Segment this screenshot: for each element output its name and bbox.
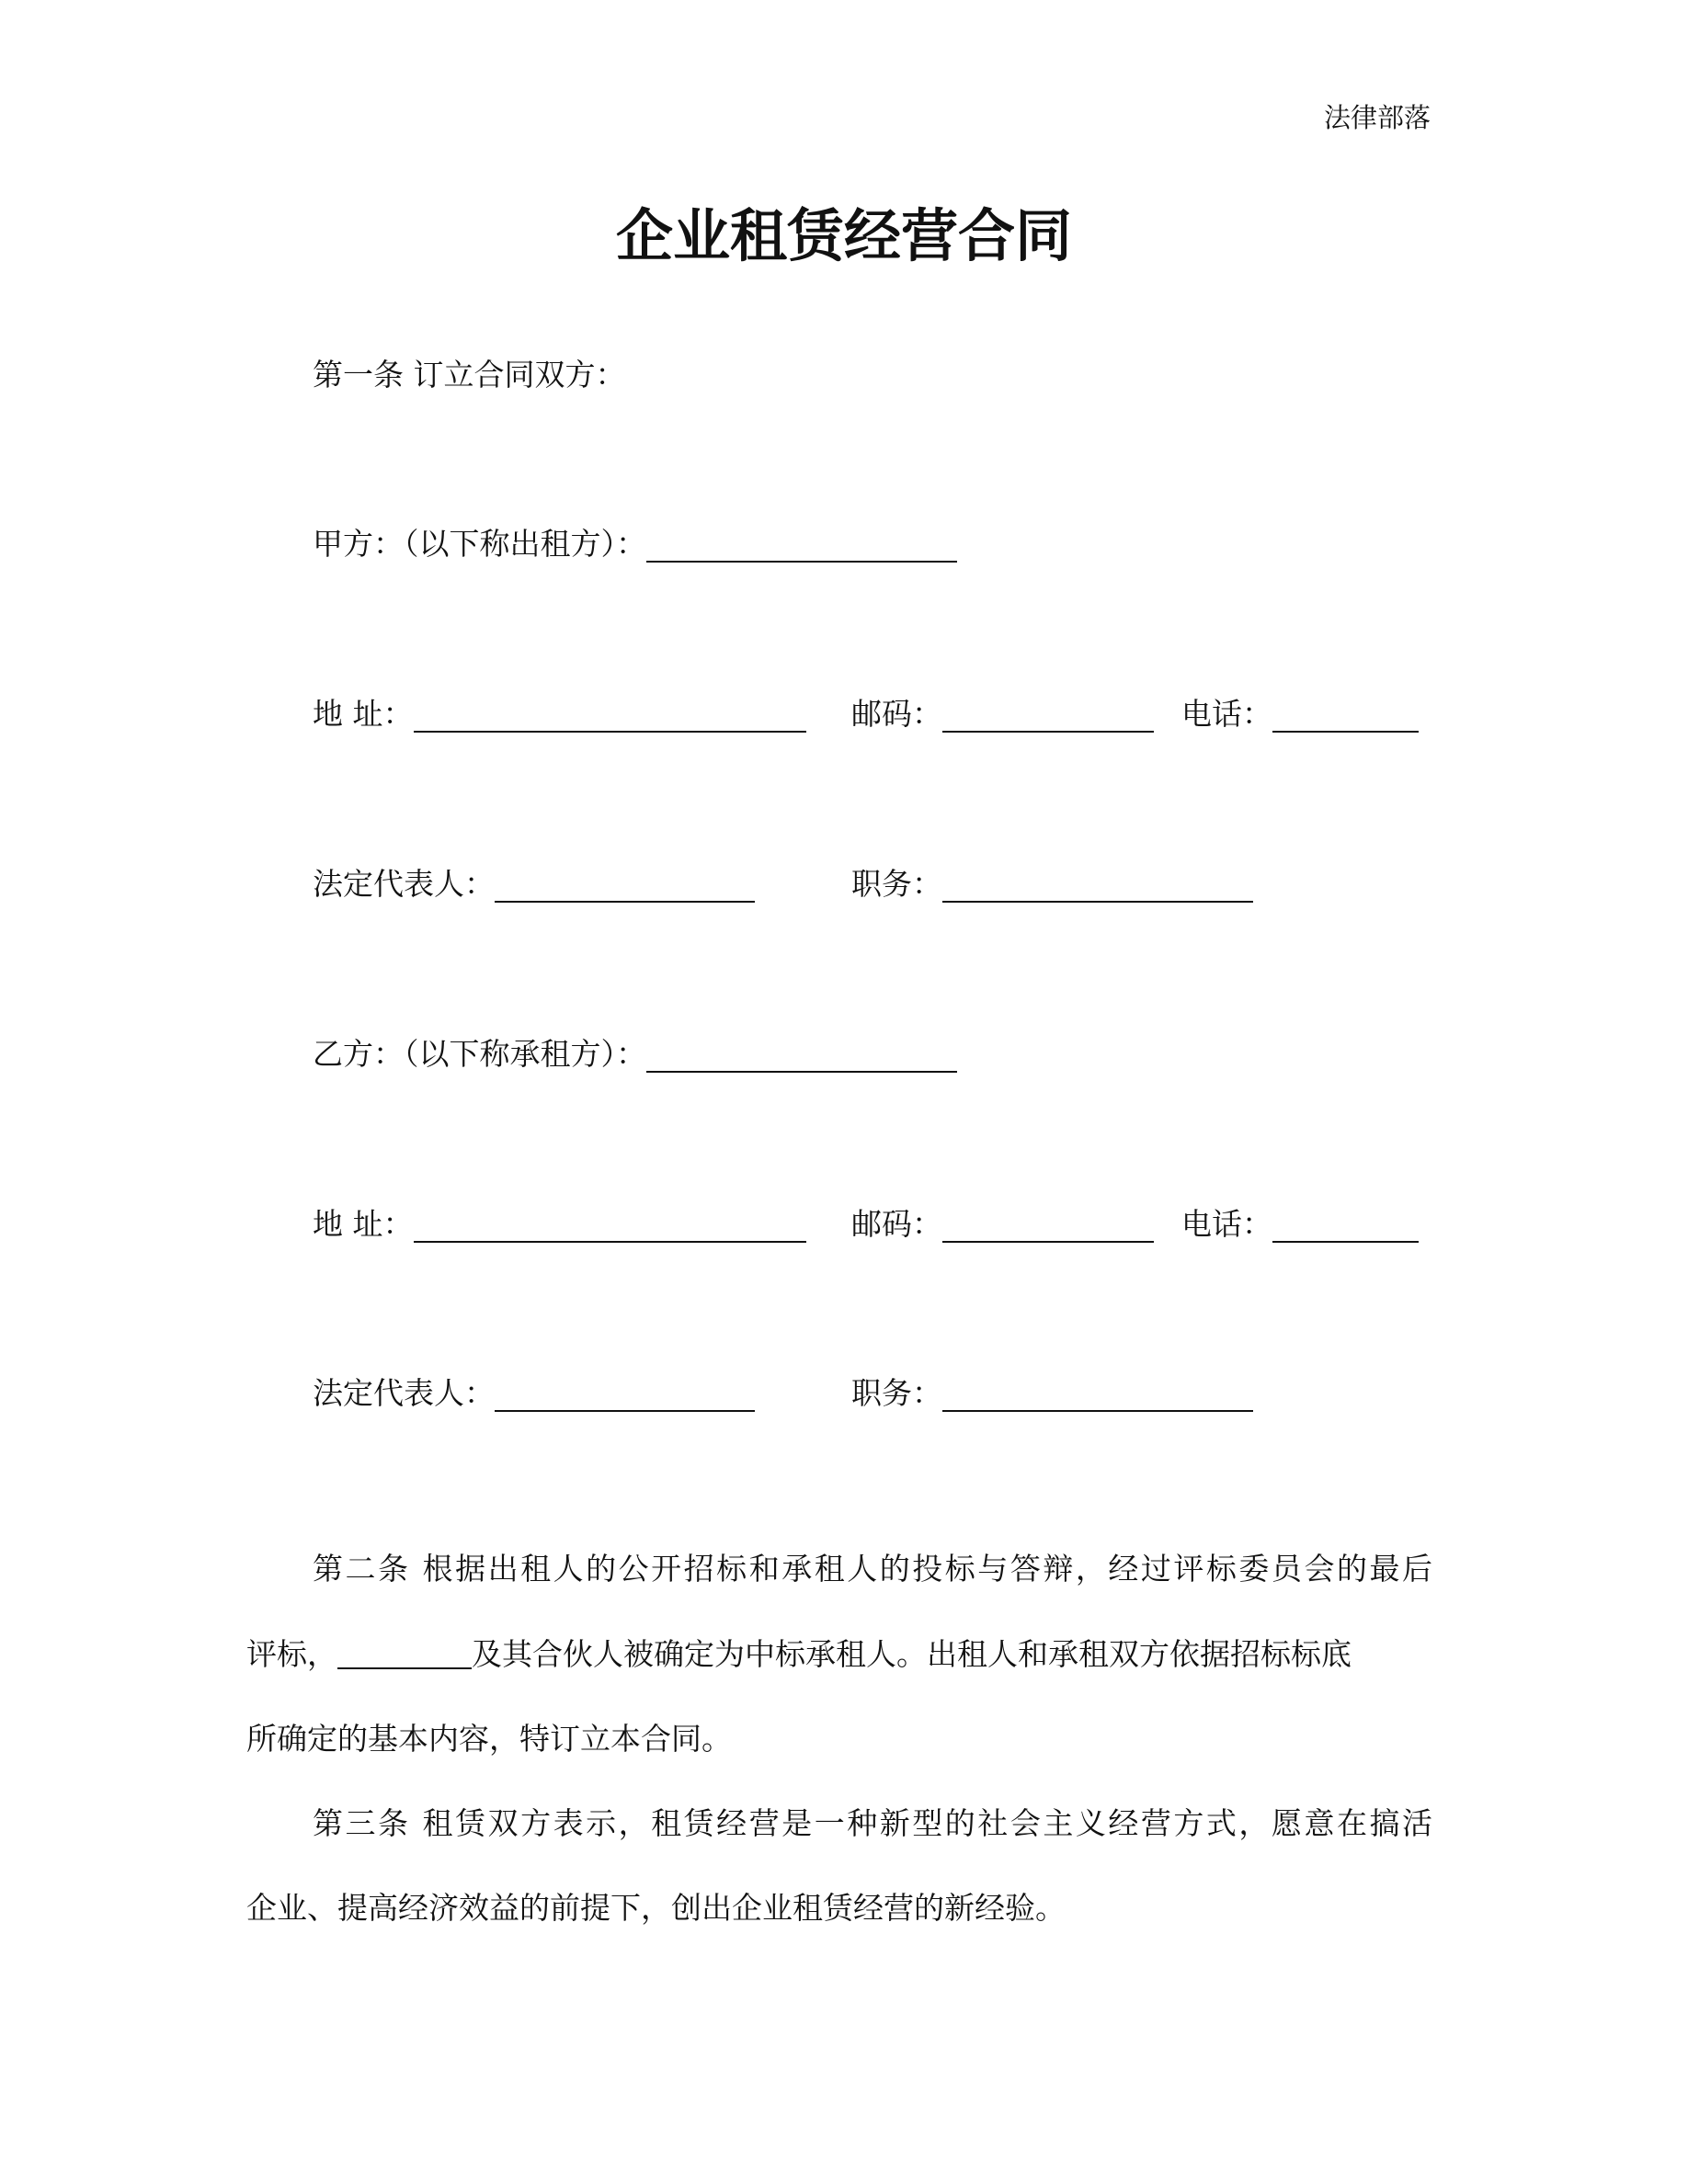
party-b-address-blank[interactable] (414, 1204, 806, 1243)
party-b-legal-rep-label: 法定代表人： (313, 1375, 495, 1411)
article-2-line-2-start: 评标， (246, 1636, 337, 1672)
party-a-postcode-field (851, 694, 1154, 734)
party-b-position-label: 职务： (851, 1375, 942, 1411)
party-a-phone-field (1181, 694, 1419, 734)
party-a-field (313, 524, 957, 564)
party-b-phone-blank[interactable] (1272, 1204, 1419, 1243)
party-a-position-field (851, 864, 1253, 904)
party-b-address-field (313, 1204, 806, 1245)
party-a-address-blank[interactable] (414, 694, 806, 733)
party-a-legal-rep-label: 法定代表人： (313, 866, 495, 902)
party-b-legal-rep-field (313, 1373, 755, 1414)
party-b-field (313, 1034, 957, 1075)
article-3-line-2: 企业、提高经济效益的前提下，创出企业租赁经营的新经验。 (246, 1890, 1066, 1926)
party-a-position-label: 职务： (851, 866, 942, 902)
party-b-postcode-blank[interactable] (942, 1204, 1154, 1243)
party-a-legal-rep-blank[interactable] (495, 864, 755, 903)
party-b-phone-field (1181, 1204, 1419, 1245)
party-a-address-field (313, 694, 806, 734)
party-b-position-blank[interactable] (942, 1373, 1253, 1412)
party-a-label: 甲方：（以下称出租方）： (313, 526, 646, 562)
article-2-line-2 (246, 1634, 1442, 1675)
article-1-heading: 第一条 订立合同双方： (313, 357, 626, 392)
party-a-legal-rep-field (313, 864, 755, 904)
header-source-note: 法律部落 (1323, 102, 1431, 133)
party-b-position-field (851, 1373, 1253, 1414)
article-3-line-1: 第三条 租赁双方表示，租赁经营是一种新型的社会主义经营方式，愿意在搞活 (313, 1805, 1432, 1841)
article-2-line-2-end: 及其合伙人被确定为中标承租人。出租人和承租双方依据招标标底 (472, 1636, 1352, 1672)
document-title: 企业租赁经营合同 (615, 202, 1072, 269)
party-a-blank[interactable] (646, 524, 957, 563)
party-a-phone-label: 电话： (1181, 696, 1272, 732)
party-a-postcode-blank[interactable] (942, 694, 1154, 733)
article-2-line-1: 第二条 根据出租人的公开招标和承租人的投标与答辩，经过评标委员会的最后 (313, 1551, 1432, 1587)
party-b-blank[interactable] (646, 1034, 957, 1073)
party-b-legal-rep-blank[interactable] (495, 1373, 755, 1412)
party-a-postcode-label: 邮码： (851, 696, 942, 732)
article-2-line-3: 所确定的基本内容，特订立本合同。 (246, 1721, 732, 1757)
party-a-address-label: 地 址： (313, 696, 414, 732)
party-b-postcode-field (851, 1204, 1154, 1245)
party-b-label: 乙方：（以下称承租方）： (313, 1036, 646, 1072)
party-b-phone-label: 电话： (1181, 1206, 1272, 1242)
party-a-phone-blank[interactable] (1272, 694, 1419, 733)
party-b-address-label: 地 址： (313, 1206, 414, 1242)
party-a-position-blank[interactable] (942, 864, 1253, 903)
party-b-postcode-label: 邮码： (851, 1206, 942, 1242)
winning-bidder-blank[interactable] (337, 1634, 472, 1669)
